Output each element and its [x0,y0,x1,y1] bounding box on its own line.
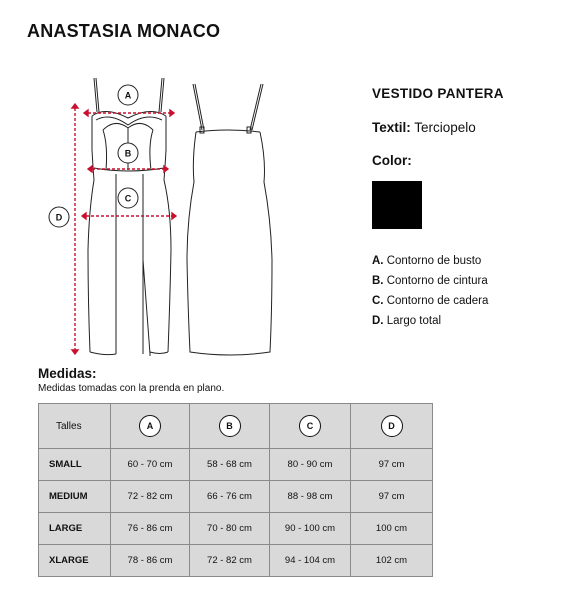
size-table [38,403,433,577]
label-b: B [124,148,132,159]
legend-item: D. Largo total [372,315,442,327]
label-c: C [124,193,132,204]
label-d: D [55,212,63,223]
header-d: D [351,404,433,449]
color-swatch [372,181,422,229]
label-b-marker [118,143,138,163]
legend-item: A. Contorno de busto [372,255,482,267]
label-a: A [124,90,132,101]
color-label: Color: [372,153,412,168]
label-d-marker [49,207,69,227]
textil-row [372,120,572,135]
legend-item: B. Contorno de cintura [372,275,488,287]
header-c: C [270,404,351,449]
table-row: MEDIUM 72 - 82 cm 66 - 76 cm 88 - 98 cm 97 cm [39,481,433,513]
label-a-marker [118,85,138,105]
legend-item: C. Contorno de cadera [372,295,489,307]
medidas-title: Medidas: [38,366,97,381]
table-row: LARGE 76 - 86 cm 70 - 80 cm 90 - 100 cm 100 cm [39,513,433,545]
table-header-row [39,404,433,449]
table-row: SMALL 60 - 70 cm 58 - 68 cm 80 - 90 cm 97 cm [39,449,433,481]
dress-technical-drawing [0,70,360,370]
brand-title: ANASTASIA MONACO [27,21,221,41]
product-info [372,86,572,331]
measure-legend [372,251,572,331]
medidas-subtitle: Medidas tomadas con la prenda en plano. [38,383,225,394]
textil-value: Terciopelo [414,120,476,135]
table-row: XLARGE 78 - 86 cm 72 - 82 cm 94 - 104 cm 102 cm [39,545,433,577]
header-talles: Talles [39,404,111,449]
header-b: B [190,404,270,449]
product-title: VESTIDO PANTERA [372,86,504,101]
header-a: A [111,404,190,449]
textil-label: Textil: [372,120,411,135]
label-c-marker [118,188,138,208]
